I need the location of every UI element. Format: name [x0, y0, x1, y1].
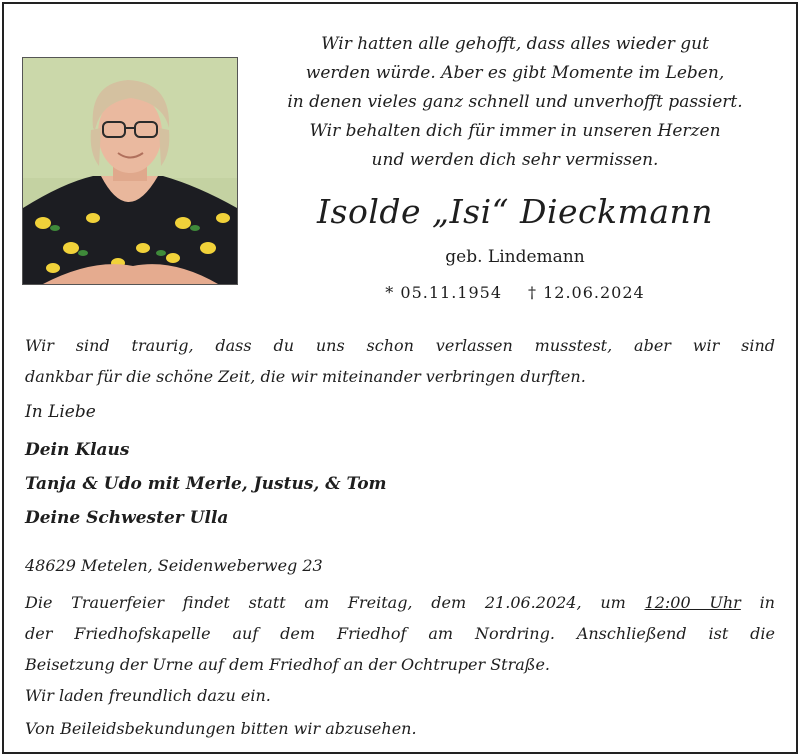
message-text — [25, 330, 775, 392]
poem-line: und werden dich sehr vermissen. — [371, 150, 659, 170]
poem-line: Wir behalten dich für immer in unseren Herzen — [309, 121, 721, 141]
message-line: dankbar für die schöne Zeit, die wir miteinander verbringen durften. — [25, 367, 586, 386]
condolences-note: Von Beileidsbekundungen bitten wir abzusehen. — [25, 719, 417, 738]
birth-name: geb. Lindemann — [445, 247, 585, 267]
address: 48629 Metelen, Seidenweberweg 23 — [25, 556, 323, 575]
portrait-photo — [22, 57, 238, 285]
funeral-time: 12:00 Uhr — [644, 593, 741, 612]
greeting: In Liebe — [25, 402, 96, 422]
poem-line: in denen vieles ganz schnell und unverhofft passiert. — [287, 92, 743, 112]
mourner: Deine Schwester Ulla — [25, 508, 229, 528]
funeral-text: in — [740, 593, 775, 612]
deceased-name: Isolde „Isi“ Dieckmann — [316, 192, 713, 231]
birth-date: * 05.11.1954 — [385, 283, 502, 302]
funeral-line: Beisetzung der Urne auf dem Friedhof an der Ochtruper Straße. — [25, 655, 551, 674]
poem-line: werden würde. Aber es gibt Momente im Leben, — [305, 63, 725, 83]
memorial-poem — [250, 30, 780, 175]
mourner: Dein Klaus — [25, 440, 130, 460]
mourner: Tanja & Udo mit Merle, Justus, & Tom — [25, 474, 387, 494]
funeral-line: der Friedhofskapelle auf dem Friedhof am Nordring. Anschließend ist die — [25, 624, 775, 643]
poem-line: Wir hatten alle gehofft, dass alles wieder gut — [321, 34, 709, 54]
death-date: † 12.06.2024 — [528, 283, 645, 302]
funeral-text: Die Trauerfeier findet statt am Freitag, dem 21.06.2024, um — [25, 593, 645, 612]
funeral-line: Wir laden freundlich dazu ein. — [25, 686, 271, 705]
message-line: Wir sind traurig, dass du uns schon verlassen musstest, aber wir sind — [25, 336, 775, 355]
funeral-info — [25, 587, 775, 711]
funeral-line — [25, 587, 775, 618]
life-dates — [250, 283, 780, 302]
mourners-list — [25, 433, 775, 535]
